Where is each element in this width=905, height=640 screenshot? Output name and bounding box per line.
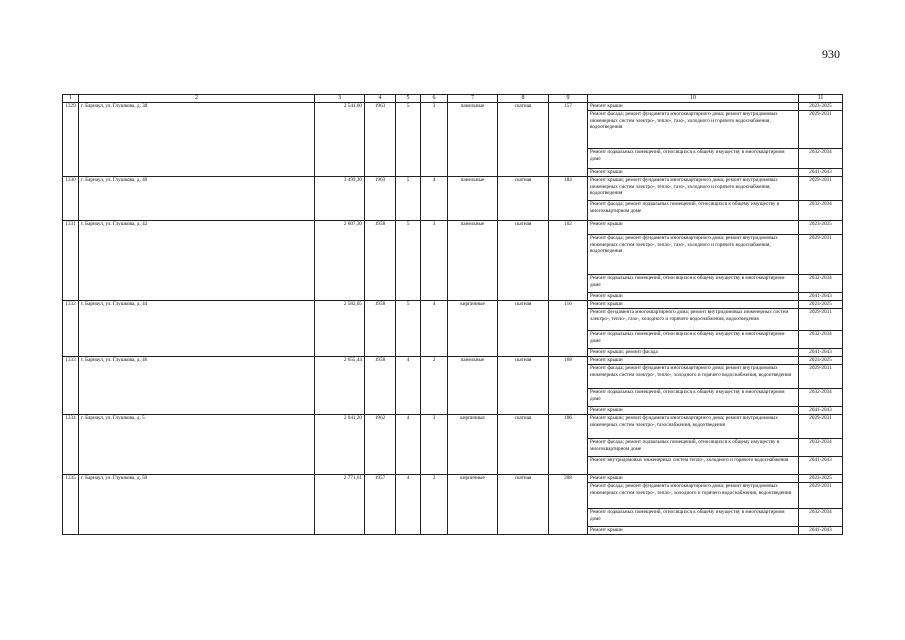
record-number: 1329 bbox=[63, 103, 79, 177]
work-description: Ремонт крыши bbox=[588, 103, 799, 111]
entrances: 3 bbox=[421, 103, 448, 177]
floors: 5 bbox=[396, 103, 421, 177]
work-description: Ремонт фасада; ремонт подвальных помещений, относящихся к общему имуществу в многоквартирном доме bbox=[588, 439, 799, 457]
build-year: 1958 bbox=[365, 301, 396, 357]
entrances: 2 bbox=[421, 475, 448, 535]
total-area: 2 771,61 bbox=[315, 475, 365, 535]
work-description: Ремонт фасада; ремонт фундамента многоквартирного дома; ремонт внутридомовых инженерных систем электро-, тепло-, холодного и горячего водоснабжения, водоотведения bbox=[588, 365, 799, 389]
work-description: Ремонт крыши bbox=[588, 169, 799, 177]
work-period: 2032-2034 bbox=[799, 439, 843, 457]
work-description: Ремонт фасада; ремонт фундамента многоквартирного дома; ремонт внутридомовых инженерных систем электро-, тепло-, газо-, холодного и горячего водоснабжения, водоотведения bbox=[588, 111, 799, 149]
address: г. Барнаул, ул. Глушкова, д. 38 bbox=[79, 103, 315, 177]
total-area: 2 607,30 bbox=[315, 221, 365, 301]
wall-material: панельные bbox=[448, 357, 498, 415]
header-row bbox=[63, 95, 843, 103]
build-year: 1958 bbox=[365, 357, 396, 415]
address: г. Барнаул, ул. Глушкова, д. 42 bbox=[79, 221, 315, 301]
work-period: 2032-2034 bbox=[799, 201, 843, 221]
work-period: 2029-2031 bbox=[799, 365, 843, 389]
total-area: 2 541,60 bbox=[315, 103, 365, 177]
entrances: 3 bbox=[421, 415, 448, 475]
build-year: 1957 bbox=[365, 475, 396, 535]
build-year: 1963 bbox=[365, 177, 396, 221]
table-row bbox=[63, 103, 843, 111]
work-period: 2041-2043 bbox=[799, 169, 843, 177]
record-number: 1332 bbox=[63, 301, 79, 357]
work-period: 2023-2025 bbox=[799, 103, 843, 111]
work-period: 2029-2031 bbox=[799, 415, 843, 439]
work-description: Ремонт крыши bbox=[588, 357, 799, 365]
work-description: Ремонт крыши bbox=[588, 301, 799, 309]
work-description: Ремонт подвальных помещений, относящихся к общему имуществу в многоквартирном доме bbox=[588, 389, 799, 407]
work-period: 2032-2034 bbox=[799, 389, 843, 407]
work-description: Ремонт подвальных помещений, относящихся к общему имуществу в многоквартирном доме bbox=[588, 149, 799, 169]
record-number: 1335 bbox=[63, 475, 79, 535]
work-period: 2023-2025 bbox=[799, 221, 843, 235]
roof-type: скатная bbox=[498, 357, 549, 415]
work-description: Ремонт крыши; ремонт фасада bbox=[588, 349, 799, 357]
residents: 184 bbox=[549, 177, 588, 221]
work-period: 2041-2043 bbox=[799, 293, 843, 301]
work-period: 2032-2034 bbox=[799, 331, 843, 349]
col-header: 6 bbox=[421, 95, 448, 103]
roof-type: скатная bbox=[498, 415, 549, 475]
address: г. Барнаул, ул. Глушкова, д. 46 bbox=[79, 357, 315, 415]
work-description: Ремонт крыши bbox=[588, 527, 799, 535]
residents: 157 bbox=[549, 103, 588, 177]
record-number: 1330 bbox=[63, 177, 79, 221]
work-period: 2023-2025 bbox=[799, 475, 843, 483]
wall-material: кирпичные bbox=[448, 415, 498, 475]
col-header: 11 bbox=[799, 95, 843, 103]
work-period: 2029-2031 bbox=[799, 235, 843, 275]
table-row bbox=[63, 415, 843, 439]
col-header: 3 bbox=[315, 95, 365, 103]
build-year: 1958 bbox=[365, 221, 396, 301]
work-description: Ремонт подвальных помещений, относящихся к общему имуществу в многоквартирном доме bbox=[588, 275, 799, 293]
col-header: 10 bbox=[588, 95, 799, 103]
work-period: 2032-2034 bbox=[799, 509, 843, 527]
roof-type: скатная bbox=[498, 177, 549, 221]
work-description: Ремонт крыши bbox=[588, 475, 799, 483]
col-header: 5 bbox=[396, 95, 421, 103]
work-description: Ремонт фасада; ремонт фундамента многоквартирного дома; ремонт внутридомовых инженерных систем электро-, тепло-, газо-, холодного и горячего водоснабжения, водоотведения bbox=[588, 235, 799, 275]
work-period: 2029-2031 bbox=[799, 111, 843, 149]
work-period: 2032-2034 bbox=[799, 275, 843, 293]
roof-type: скатная bbox=[498, 475, 549, 535]
col-header: 9 bbox=[549, 95, 588, 103]
entrances: 4 bbox=[421, 177, 448, 221]
col-header: 1 bbox=[63, 95, 79, 103]
build-year: 1962 bbox=[365, 415, 396, 475]
roof-type: скатная bbox=[498, 103, 549, 177]
total-area: 2 655,44 bbox=[315, 357, 365, 415]
roof-type: скатная bbox=[498, 221, 549, 301]
total-area: 2 041,20 bbox=[315, 415, 365, 475]
roof-type: скатная bbox=[498, 301, 549, 357]
wall-material: кирпичные bbox=[448, 301, 498, 357]
work-description: Ремонт крыши; ремонт фундамента многоквартирного дома; ремонт внутридомовых инженерных систем электро-, тепло-, газо-, холодного и горячего водоснабжения, водоотведения bbox=[588, 177, 799, 201]
total-area: 3 499,30 bbox=[315, 177, 365, 221]
residents: 106 bbox=[549, 415, 588, 475]
table-row bbox=[63, 177, 843, 201]
work-period: 2041-2043 bbox=[799, 407, 843, 415]
work-description: Ремонт крыши; ремонт фундамента многоквартирного дома; ремонт внутридомовых инженерных систем электро-, газоснабжения, водоотведения bbox=[588, 415, 799, 439]
capital-repair-table bbox=[62, 94, 843, 535]
entrances: 2 bbox=[421, 357, 448, 415]
work-description: Ремонт крыши bbox=[588, 221, 799, 235]
work-period: 2041-2043 bbox=[799, 349, 843, 357]
address: г. Барнаул, ул. Глушкова, д. 44 bbox=[79, 301, 315, 357]
residents: 102 bbox=[549, 221, 588, 301]
work-period: 2029-2031 bbox=[799, 177, 843, 201]
table-row bbox=[63, 357, 843, 365]
wall-material: панельные bbox=[448, 177, 498, 221]
residents: 116 bbox=[549, 301, 588, 357]
total-area: 2 582,05 bbox=[315, 301, 365, 357]
record-number: 1333 bbox=[63, 357, 79, 415]
work-description: Ремонт крыши bbox=[588, 407, 799, 415]
table-row bbox=[63, 301, 843, 309]
residents: 168 bbox=[549, 357, 588, 415]
page-number: 930 bbox=[822, 47, 840, 61]
work-description: Ремонт внутридомовых инженерных систем тепло-, холодного и горячего водоснабжения bbox=[588, 457, 799, 475]
col-header: 4 bbox=[365, 95, 396, 103]
record-number: 1334 bbox=[63, 415, 79, 475]
table-row bbox=[63, 221, 843, 235]
address: г. Барнаул, ул. Глушкова, д. 50 bbox=[79, 475, 315, 535]
col-header: 8 bbox=[498, 95, 549, 103]
entrances: 4 bbox=[421, 301, 448, 357]
wall-material: кирпичные bbox=[448, 475, 498, 535]
floors: 4 bbox=[396, 357, 421, 415]
wall-material: панельные bbox=[448, 103, 498, 177]
floors: 4 bbox=[396, 415, 421, 475]
wall-material: панельные bbox=[448, 221, 498, 301]
work-description: Ремонт подвальных помещений, относящихся к общему имуществу в многоквартирном доме bbox=[588, 509, 799, 527]
work-period: 2032-2034 bbox=[799, 149, 843, 169]
work-period: 2023-2025 bbox=[799, 301, 843, 309]
address: г. Барнаул, ул. Глушкова, д. 40 bbox=[79, 177, 315, 221]
work-description: Ремонт крыши bbox=[588, 293, 799, 301]
col-header: 7 bbox=[448, 95, 498, 103]
residents: 208 bbox=[549, 475, 588, 535]
floors: 4 bbox=[396, 475, 421, 535]
work-period: 2029-2031 bbox=[799, 483, 843, 509]
floors: 5 bbox=[396, 177, 421, 221]
table-row bbox=[63, 475, 843, 483]
work-description: Ремонт фундамента многоквартирного дома; ремонт внутридомовых инженерных систем электро-, тепло-, газо-, холодного и горячего водоснабжения, водоотведения bbox=[588, 309, 799, 331]
work-period: 2029-2031 bbox=[799, 309, 843, 331]
floors: 5 bbox=[396, 301, 421, 357]
work-description: Ремонт фасада; ремонт подвальных помещений, относящихся к общему имуществу в многоквартирном доме bbox=[588, 201, 799, 221]
col-header: 2 bbox=[79, 95, 315, 103]
address: г. Барнаул, ул. Глушкова, д. 5 bbox=[79, 415, 315, 475]
work-period: 2041-2043 bbox=[799, 457, 843, 475]
record-number: 1331 bbox=[63, 221, 79, 301]
work-description: Ремонт фасада; ремонт фундамента многоквартирного дома; ремонт внутридомовых инженерных систем электро-, тепло-, холодного и горячего водоснабжения, водоотведения bbox=[588, 483, 799, 509]
work-period: 2023-2025 bbox=[799, 357, 843, 365]
work-description: Ремонт подвальных помещений, относящихся к общему имуществу в многоквартирном доме bbox=[588, 331, 799, 349]
build-year: 1963 bbox=[365, 103, 396, 177]
work-period: 2041-2043 bbox=[799, 527, 843, 535]
entrances: 3 bbox=[421, 221, 448, 301]
floors: 5 bbox=[396, 221, 421, 301]
